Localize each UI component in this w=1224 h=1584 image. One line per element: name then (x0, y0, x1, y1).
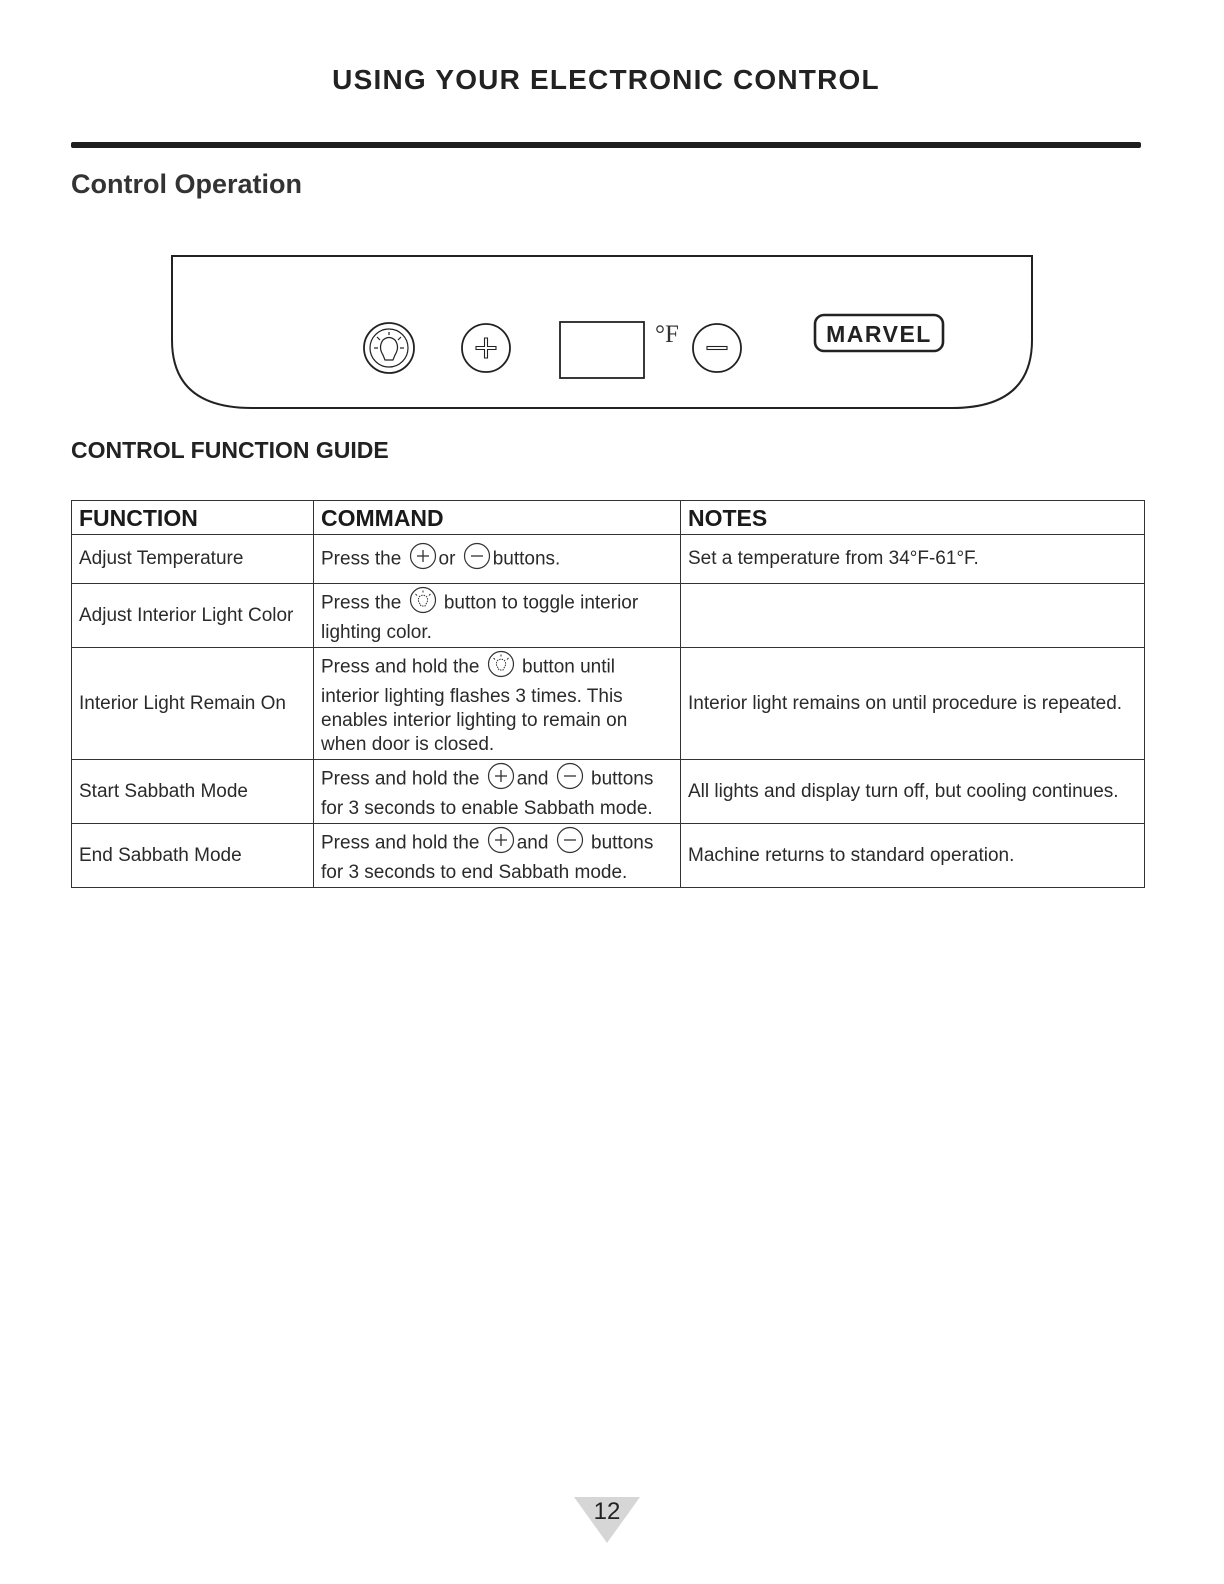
minus-icon (556, 762, 584, 797)
light-icon (409, 586, 437, 621)
light-icon (487, 650, 515, 685)
notes-cell: All lights and display turn off, but cooling continues. (681, 760, 1145, 824)
table-row (72, 760, 1145, 824)
table-row (72, 824, 1145, 888)
temp-unit-label: °F (655, 321, 679, 348)
light-button (364, 323, 414, 373)
marvel-logo (815, 315, 943, 351)
minus-button (693, 324, 741, 372)
table-row (72, 584, 1145, 648)
table-header-row (72, 501, 1145, 535)
plus-icon (409, 542, 437, 577)
notes-cell (681, 584, 1145, 648)
command-cell: Press and hold the and buttons for 3 seconds to end Sabbath mode. (314, 824, 681, 888)
function-cell: End Sabbath Mode (72, 824, 314, 888)
plus-button (462, 324, 510, 372)
notes-cell: Interior light remains on until procedure is repeated. (681, 648, 1145, 760)
command-cell: Press the or buttons. (314, 535, 681, 584)
page-number-marker (572, 1495, 642, 1545)
function-cell: Start Sabbath Mode (72, 760, 314, 824)
command-cell: Press and hold the button until interior lighting flashes 3 times. This enables interior lighting to remain on when door is closed. (314, 648, 681, 760)
svg-text:MARVEL: MARVEL (826, 321, 932, 347)
plus-icon (487, 762, 515, 797)
page-number: 12 (593, 1498, 621, 1525)
command-cell: Press the button to toggle interior lighting color. (314, 584, 681, 648)
title-divider (71, 142, 1141, 148)
table-row (72, 535, 1145, 584)
control-panel-diagram (165, 250, 1040, 420)
function-cell: Interior Light Remain On (72, 648, 314, 760)
display-window (560, 322, 644, 378)
table-row (72, 648, 1145, 760)
minus-icon (463, 542, 491, 577)
notes-cell: Machine returns to standard operation. (681, 824, 1145, 888)
command-cell: Press and hold the and buttons for 3 seconds to enable Sabbath mode. (314, 760, 681, 824)
page-title: USING YOUR ELECTRONIC CONTROL (332, 64, 880, 95)
guide-title: CONTROL FUNCTION GUIDE (71, 437, 389, 463)
function-cell: Adjust Temperature (72, 535, 314, 584)
notes-cell: Set a temperature from 34°F-61°F. (681, 535, 1145, 584)
header-notes: NOTES (681, 501, 1145, 535)
plus-icon (487, 826, 515, 861)
header-function: FUNCTION (72, 501, 314, 535)
control-function-table (71, 500, 1145, 888)
section-title: Control Operation (71, 169, 302, 199)
function-cell: Adjust Interior Light Color (72, 584, 314, 648)
header-command: COMMAND (314, 501, 681, 535)
minus-icon (556, 826, 584, 861)
